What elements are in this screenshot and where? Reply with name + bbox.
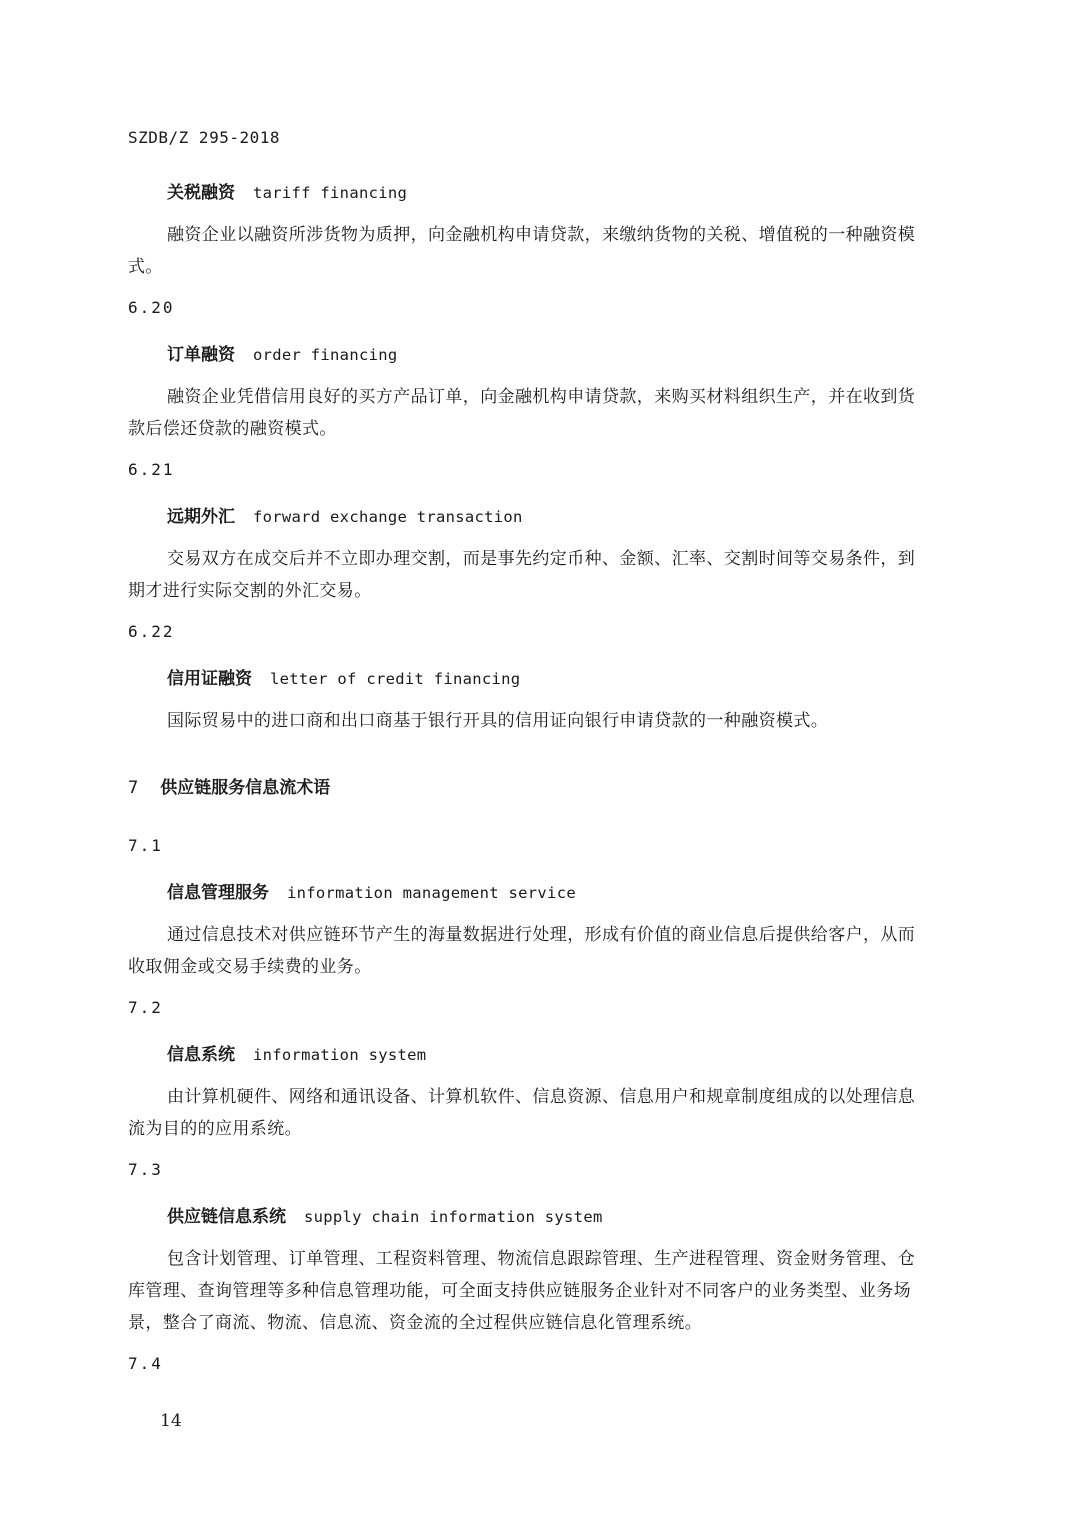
section-title: 供应链服务信息流术语 — [160, 778, 331, 798]
definition-line: 库管理、查询管理等多种信息管理功能，可全面支持供应链服务企业针对不同客户的业务类型、业务场 — [128, 1281, 911, 1301]
term-heading-forward-exchange — [167, 502, 523, 527]
clause-number: 7.1 — [128, 836, 163, 855]
term-zh: 供应链信息系统 — [167, 1207, 286, 1227]
term-heading-order-financing — [167, 340, 397, 365]
page-number: 14 — [160, 1411, 182, 1431]
definition-line: 由计算机硬件、网络和通讯设备、计算机软件、信息资源、信息用户和规章制度组成的以处理信息 — [167, 1087, 916, 1107]
clause-number: 6.20 — [128, 298, 175, 317]
definition-line: 期才进行实际交割的外汇交易。 — [128, 581, 372, 601]
term-zh: 远期外汇 — [167, 507, 235, 527]
clause-number: 7.2 — [128, 998, 163, 1017]
definition-line: 收取佣金或交易手续费的业务。 — [128, 957, 372, 977]
definition-line: 式。 — [128, 257, 163, 277]
term-heading-information-management-service — [167, 878, 576, 903]
term-en: information system — [253, 1046, 427, 1064]
term-en: supply chain information system — [304, 1208, 603, 1226]
term-en: letter of credit financing — [270, 670, 521, 688]
definition-line: 包含计划管理、订单管理、工程资料管理、物流信息跟踪管理、生产进程管理、资金财务管理、仓 — [167, 1249, 916, 1269]
section-heading — [128, 773, 330, 798]
term-zh: 信用证融资 — [167, 669, 252, 689]
clause-number: 7.4 — [128, 1354, 163, 1373]
term-heading-supply-chain-information-system — [167, 1202, 603, 1227]
definition-line: 国际贸易中的进口商和出口商基于银行开具的信用证向银行申请贷款的一种融资模式。 — [167, 711, 829, 731]
term-en: order financing — [253, 346, 398, 364]
definition-line: 融资企业凭借信用良好的买方产品订单，向金融机构申请贷款，来购买材料组织生产，并在收到货 — [167, 387, 916, 407]
definition-line: 融资企业以融资所涉货物为质押，向金融机构申请贷款，来缴纳货物的关税、增值税的一种融资模 — [167, 225, 916, 245]
term-en: tariff financing — [253, 184, 408, 202]
definition-line: 景，整合了商流、物流、信息流、资金流的全过程供应链信息化管理系统。 — [128, 1313, 703, 1333]
definition-line: 流为目的的应用系统。 — [128, 1119, 302, 1139]
term-heading-lc-financing — [167, 664, 520, 689]
clause-number: 6.21 — [128, 460, 175, 479]
definition-line: 交易双方在成交后并不立即办理交割，而是事先约定币种、金额、汇率、交割时间等交易条件，到 — [167, 549, 916, 569]
term-zh: 信息系统 — [167, 1045, 235, 1065]
term-heading-tariff-financing — [167, 178, 407, 203]
definition-line: 通过信息技术对供应链环节产生的海量数据进行处理，形成有价值的商业信息后提供给客户，从而 — [167, 925, 916, 945]
document-code: SZDB/Z 295-2018 — [128, 128, 280, 147]
clause-number: 7.3 — [128, 1160, 163, 1179]
section-number: 7 — [128, 778, 139, 798]
term-en: forward exchange transaction — [253, 508, 523, 526]
term-heading-information-system — [167, 1040, 426, 1065]
term-en: information management service — [287, 884, 576, 902]
clause-number: 6.22 — [128, 622, 175, 641]
term-zh: 信息管理服务 — [167, 883, 269, 903]
term-zh: 关税融资 — [167, 183, 235, 203]
term-zh: 订单融资 — [167, 345, 235, 365]
definition-line: 款后偿还贷款的融资模式。 — [128, 419, 337, 439]
